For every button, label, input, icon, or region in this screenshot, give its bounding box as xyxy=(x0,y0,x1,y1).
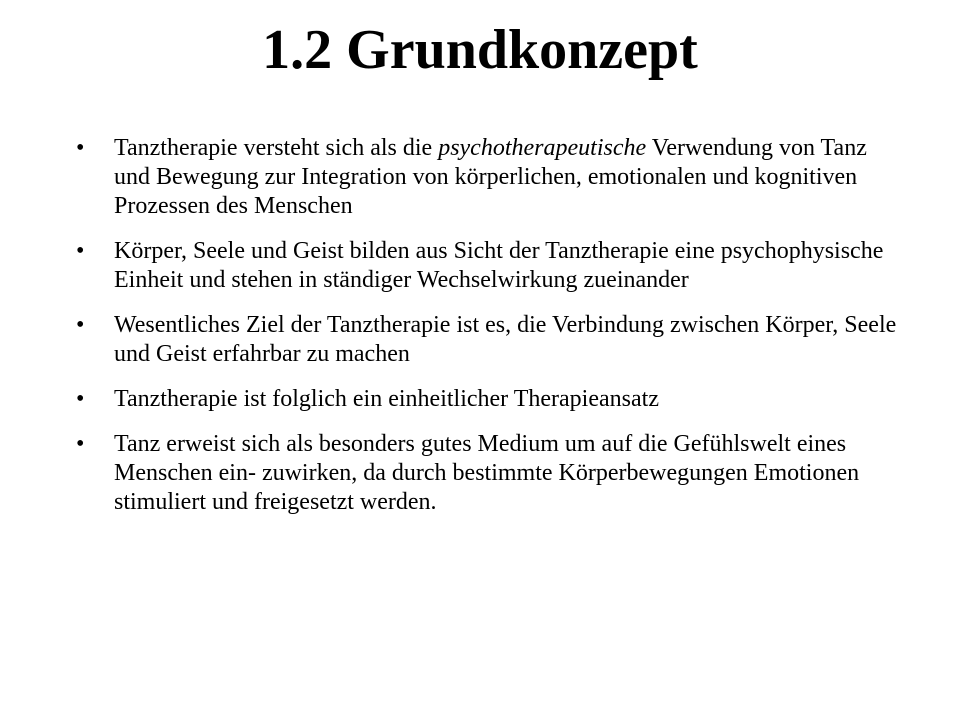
bullet-item xyxy=(72,134,902,221)
bullet-text: Tanztherapie ist folglich ein einheitlicher Therapieansatz xyxy=(114,386,659,412)
bullet-list xyxy=(72,134,902,533)
bullet-item xyxy=(72,385,902,414)
bullet-item xyxy=(72,311,902,369)
bullet-text: Wesentliches Ziel der Tanztherapie ist es, die Verbindung zwischen Körper, Seele und Geist erfahrbar zu machen xyxy=(114,312,897,367)
slide-title: 1.2 Grundkonzept xyxy=(262,19,698,81)
bullet-text-part: Tanztherapie versteht sich als die xyxy=(114,135,439,161)
bullet-dot: • xyxy=(76,386,85,412)
bullet-dot: • xyxy=(76,238,85,264)
bullet-text: Körper, Seele und Geist bilden aus Sicht der Tanztherapie eine psychophysische Einheit und stehen in ständiger Wechselwirkung zueinander xyxy=(114,238,884,293)
bullet-item xyxy=(72,430,902,517)
bullet-text: Tanz erweist sich als besonders gutes Medium um auf die Gefühlswelt eines Menschen ein- zuwirken, da durch bestimmte Körperbewegungen Emotionen stimuliert und freigesetzt werden. xyxy=(114,431,860,515)
bullet-dot: • xyxy=(76,312,85,338)
bullet-item xyxy=(72,237,902,295)
bullet-dot: • xyxy=(76,135,85,161)
bullet-text-part: Verwendung von Tanz und Bewegung zur Integration von körperlichen, emotionalen und kognitiven Prozessen des Menschen xyxy=(114,135,867,219)
bullet-dot: • xyxy=(76,431,85,457)
bullet-text-emphasis: psychotherapeutische xyxy=(438,135,647,161)
